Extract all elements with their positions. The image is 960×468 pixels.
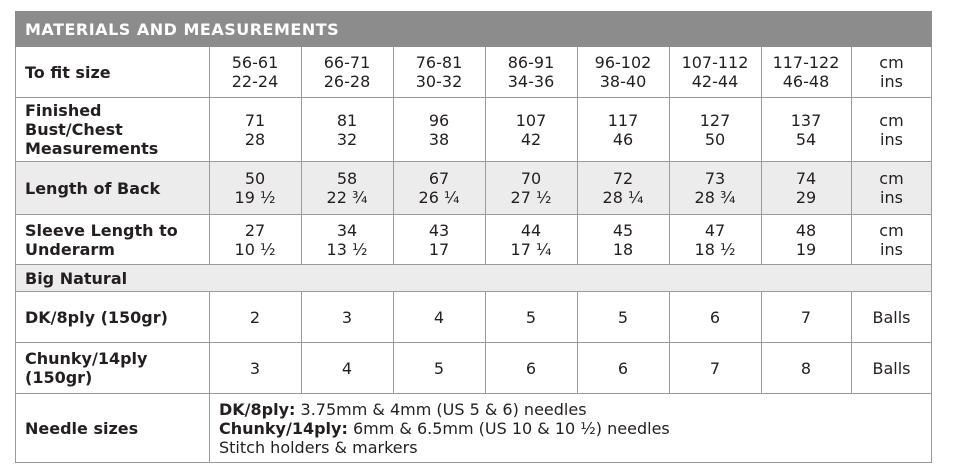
grid-line xyxy=(485,291,486,393)
table-header xyxy=(15,11,932,47)
size-cell: 66-71 26-28 xyxy=(323,53,371,91)
grid-line xyxy=(393,47,394,264)
row-label-chunky: Chunky/14ply (150gr) xyxy=(25,349,148,387)
unit-cell: cm ins xyxy=(879,220,904,259)
needle-chunky-line: Chunky/14ply: 6mm & 6.5mm (US 10 & 10 ½) needles xyxy=(219,419,670,438)
row-label-back: Length of Back xyxy=(25,178,161,198)
unit-cell: Balls xyxy=(872,307,911,327)
grid-line xyxy=(15,291,932,292)
back-cell: 72 28 ¼ xyxy=(602,169,644,207)
bust-cell: 137 54 xyxy=(790,110,822,149)
chunky-cell: 6 xyxy=(525,358,537,378)
row-label-sleeve: Sleeve Length to Underarm xyxy=(25,220,178,259)
dk-cell: 2 xyxy=(249,307,261,327)
grid-line xyxy=(577,47,578,264)
size-cell: 76-81 30-32 xyxy=(415,53,463,91)
materials-table xyxy=(15,11,932,463)
section-label-yarn: Big Natural xyxy=(25,268,128,288)
grid-line xyxy=(301,47,302,264)
grid-line xyxy=(15,393,932,394)
grid-line xyxy=(761,291,762,393)
grid-line xyxy=(669,47,670,264)
back-cell: 74 29 xyxy=(795,169,817,207)
grid-line xyxy=(851,47,852,264)
chunky-cell: 7 xyxy=(709,358,721,378)
dk-cell: 3 xyxy=(341,307,353,327)
back-cell: 70 27 ½ xyxy=(510,169,552,207)
grid-line xyxy=(577,291,578,393)
grid-line xyxy=(209,393,210,463)
chunky-cell: 6 xyxy=(617,358,629,378)
sleeve-cell: 27 10 ½ xyxy=(234,220,276,259)
grid-line xyxy=(761,47,762,264)
size-cell: 56-61 22-24 xyxy=(231,53,279,91)
chunky-cell: 8 xyxy=(800,358,812,378)
bust-cell: 71 28 xyxy=(244,110,266,149)
dk-cell: 5 xyxy=(617,307,629,327)
sleeve-cell: 45 18 xyxy=(612,220,634,259)
sleeve-cell: 47 18 ½ xyxy=(694,220,736,259)
sleeve-cell: 48 19 xyxy=(795,220,817,259)
back-cell: 50 19 ½ xyxy=(234,169,276,207)
bust-cell: 107 42 xyxy=(515,110,547,149)
needle-details xyxy=(219,400,670,457)
row-label-to-fit: To fit size xyxy=(25,62,111,82)
unit-cell: Balls xyxy=(872,358,911,378)
needle-dk-line: DK/8ply: 3.75mm & 4mm (US 5 & 6) needles xyxy=(219,400,587,419)
grid-line xyxy=(931,47,932,463)
grid-line xyxy=(209,47,210,264)
size-cell: 117-122 46-48 xyxy=(772,53,840,91)
chunky-cell: 3 xyxy=(249,358,261,378)
sleeve-cell: 34 13 ½ xyxy=(326,220,368,259)
size-cell: 86-91 34-36 xyxy=(507,53,555,91)
sleeve-cell: 44 17 ¼ xyxy=(510,220,552,259)
bust-cell: 117 46 xyxy=(607,110,639,149)
grid-line xyxy=(15,342,932,343)
back-cell: 73 28 ¾ xyxy=(694,169,736,207)
size-cell: 107-112 42-44 xyxy=(681,53,749,91)
grid-line xyxy=(301,291,302,393)
dk-cell: 5 xyxy=(525,307,537,327)
chunky-cell: 4 xyxy=(341,358,353,378)
row-label-needles: Needle sizes xyxy=(25,419,139,438)
grid-line xyxy=(15,214,932,215)
dk-cell: 4 xyxy=(433,307,445,327)
grid-line xyxy=(15,47,16,463)
back-cell: 58 22 ¾ xyxy=(326,169,368,207)
unit-cell: cm ins xyxy=(879,53,904,91)
bust-cell: 127 50 xyxy=(699,110,731,149)
bust-cell: 81 32 xyxy=(336,110,358,149)
grid-line xyxy=(669,291,670,393)
row-label-bust: Finished Bust/Chest Measurements xyxy=(25,101,159,158)
chunky-cell: 5 xyxy=(433,358,445,378)
dk-cell: 7 xyxy=(800,307,812,327)
grid-line xyxy=(15,161,932,162)
grid-line xyxy=(485,47,486,264)
grid-line xyxy=(15,264,932,265)
grid-line xyxy=(851,291,852,393)
grid-line xyxy=(15,462,932,463)
needle-extras-line: Stitch holders & markers xyxy=(219,438,418,457)
size-cell: 96-102 38-40 xyxy=(594,53,652,91)
grid-line xyxy=(209,291,210,393)
table-title: MATERIALS AND MEASUREMENTS xyxy=(25,20,340,39)
grid-line xyxy=(15,97,932,98)
back-cell: 67 26 ¼ xyxy=(418,169,460,207)
sleeve-cell: 43 17 xyxy=(428,220,450,259)
unit-cell: cm ins xyxy=(879,169,904,207)
bust-cell: 96 38 xyxy=(428,110,450,149)
grid-line xyxy=(393,291,394,393)
row-label-dk: DK/8ply (150gr) xyxy=(25,307,168,327)
unit-cell: cm ins xyxy=(879,110,904,149)
dk-cell: 6 xyxy=(709,307,721,327)
